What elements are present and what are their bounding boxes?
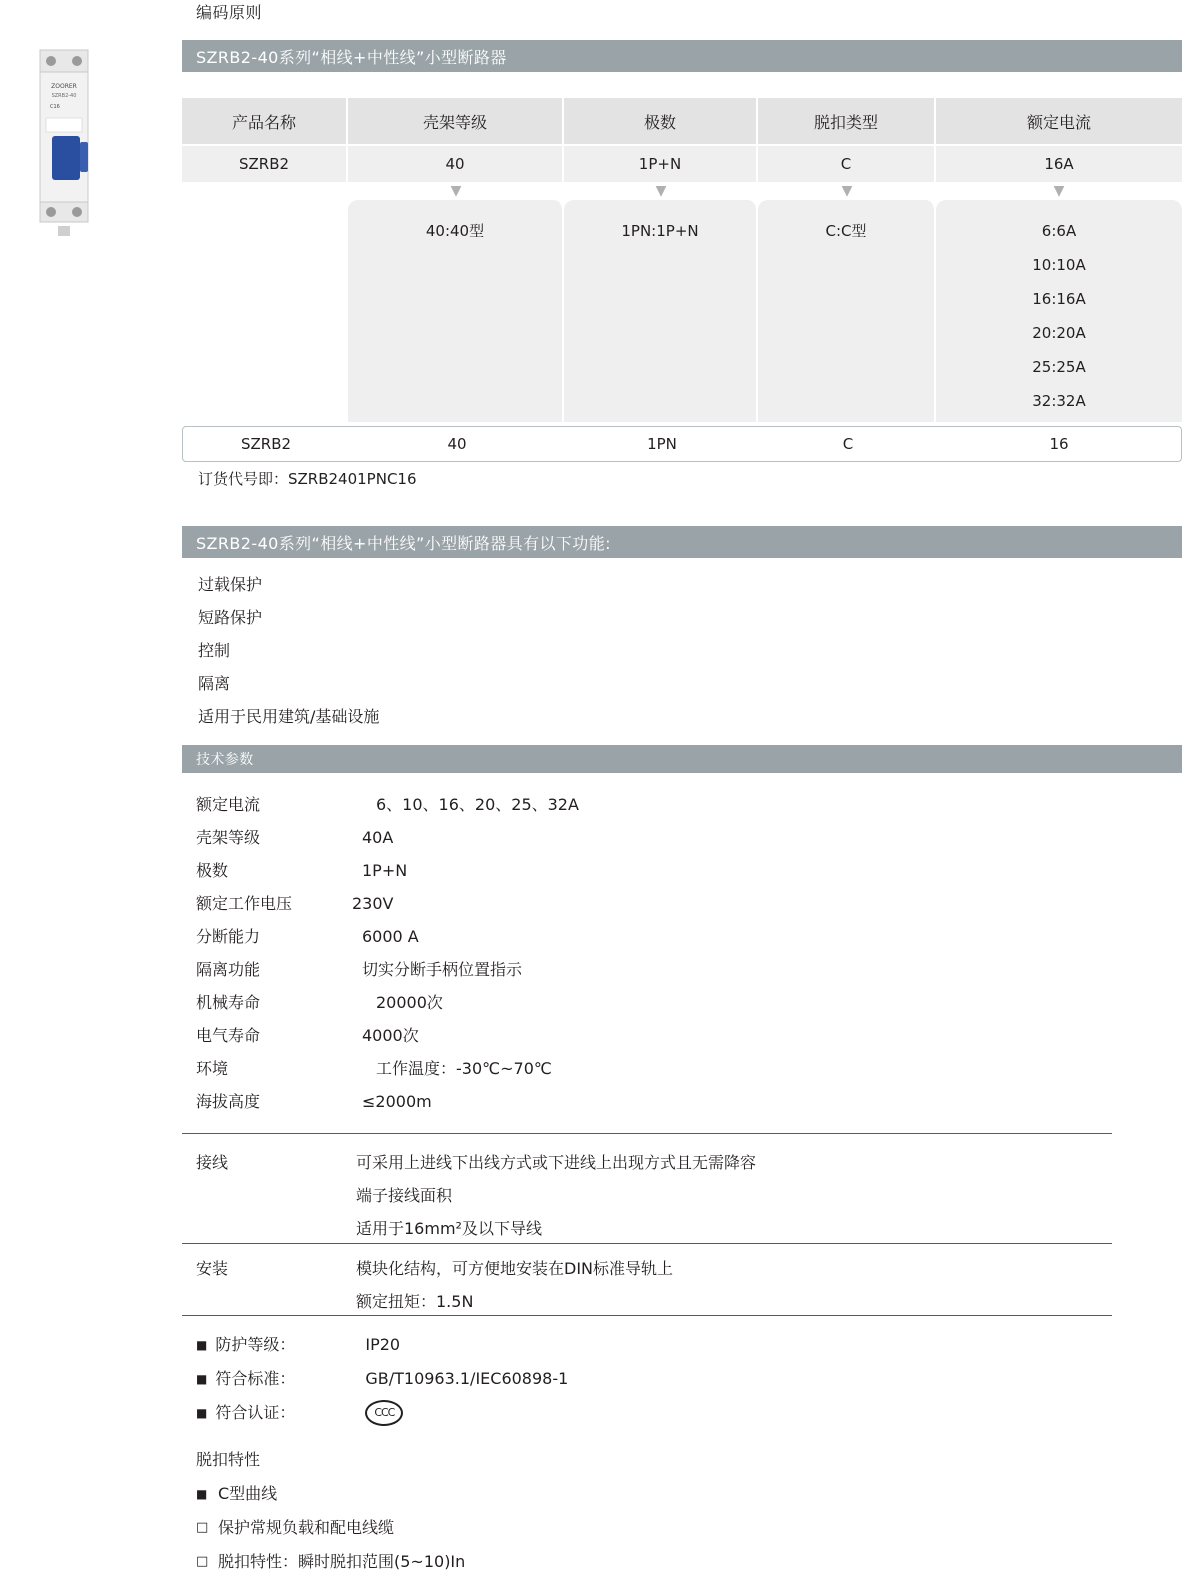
spec-row [196, 821, 1116, 854]
spec-label: 隔离功能 [196, 960, 261, 979]
code-result-frame-rating: 40 [447, 435, 467, 453]
cert-row [196, 1362, 568, 1396]
wiring-row [196, 1146, 756, 1179]
code-options-frame-rating [348, 200, 564, 422]
code-result-trip-type: C [842, 435, 854, 453]
wiring-line: 适用于16mm²及以下导线 [356, 1219, 542, 1238]
code-option: C:C型 [825, 222, 867, 240]
code-option: 16:16A [1032, 290, 1086, 308]
code-header-product-name: 产品名称 [182, 98, 348, 144]
wiring-line: 可采用上进线下出线方式或下进线上出现方式且无需降容 [356, 1153, 757, 1172]
code-value-poles: 1P+N [564, 146, 758, 182]
code-result-product-name: SZRB2 [240, 435, 292, 453]
feature-item: 短路保护 [198, 608, 263, 627]
code-header-rated-current: 额定电流 [936, 98, 1182, 144]
wiring-label: 接线 [196, 1153, 229, 1172]
install-row [196, 1285, 673, 1318]
cert-row [196, 1328, 568, 1362]
code-value-product-name: SZRB2 [182, 146, 348, 182]
spec-value: 6000 A [362, 927, 419, 946]
square-bullet-icon: ■ [196, 1406, 208, 1420]
hollow-square-bullet-icon: □ [196, 1520, 209, 1535]
install-label: 安装 [196, 1259, 229, 1278]
cert-row [196, 1396, 568, 1430]
spec-row [196, 854, 1116, 887]
code-option: 6:6A [1041, 222, 1077, 240]
code-value-rated-current: 16A [936, 146, 1182, 182]
code-options-trip-type [758, 200, 936, 422]
feature-list [198, 568, 379, 733]
cert-label: 符合认证： [215, 1403, 296, 1422]
cert-label: 符合标准： [215, 1369, 296, 1388]
wiring-row [196, 1179, 756, 1212]
spacer [196, 1212, 356, 1245]
svg-text:SZRB2-40: SZRB2-40 [51, 93, 77, 99]
install-line: 额定扭矩：1.5N [356, 1292, 474, 1311]
spec-row [196, 953, 1116, 986]
trip-item-text: 脱扣特性：瞬时脱扣范围(5~10)In [218, 1552, 466, 1571]
spec-value: 切实分断手柄位置指示 [362, 960, 523, 979]
trip-title: 脱扣特性 [196, 1450, 261, 1469]
code-option: 20:20A [1032, 324, 1086, 342]
svg-text:ZOORER: ZOORER [51, 83, 77, 90]
trip-item-text: C型曲线 [218, 1484, 278, 1503]
spec-value: 20000次 [376, 993, 443, 1012]
code-header-poles: 极数 [564, 98, 758, 144]
spec-value: 40A [362, 828, 394, 847]
spec-row [196, 1085, 1116, 1118]
square-bullet-icon: ■ [196, 1338, 208, 1352]
wiring-row [196, 1212, 756, 1245]
code-result-rated-current: 16 [1049, 435, 1069, 453]
spacer [196, 1285, 356, 1318]
wiring-block [196, 1146, 756, 1245]
ccc-mark-icon: CCC [365, 1400, 403, 1426]
spec-value: 6、10、16、20、25、32A [376, 795, 579, 814]
spec-label: 分断能力 [196, 927, 261, 946]
square-bullet-icon: ■ [196, 1487, 208, 1501]
code-option: 1PN:1P+N [621, 222, 699, 240]
spec-label: 环境 [196, 1059, 229, 1078]
order-code-text: 订货代号即：SZRB2401PNC16 [198, 470, 417, 488]
down-arrow-icon: ▼ [1053, 183, 1065, 199]
spec-label: 机械寿命 [196, 993, 261, 1012]
code-value-frame-rating: 40 [348, 146, 564, 182]
cert-label: 防护等级： [215, 1335, 296, 1354]
down-arrow-icon: ▼ [655, 183, 667, 199]
code-option: 40:40型 [425, 222, 485, 240]
square-bullet-icon: ■ [196, 1372, 208, 1386]
code-header-trip-type: 脱扣类型 [758, 98, 936, 144]
feature-item: 适用于民用建筑/基础设施 [198, 707, 380, 726]
down-arrow-icon: ▼ [450, 183, 462, 199]
code-header-frame-rating: 壳架等级 [348, 98, 564, 144]
code-value-trip-type: C [758, 146, 936, 182]
spec-row [196, 887, 1116, 920]
spec-label: 电气寿命 [196, 1026, 261, 1045]
install-line: 模块化结构，可方便地安装在DIN标准导轨上 [356, 1259, 674, 1278]
spec-label: 壳架等级 [196, 828, 261, 847]
spec-value: ≤2000m [362, 1092, 432, 1111]
down-arrow-icon: ▼ [841, 183, 853, 199]
spec-label: 极数 [196, 861, 229, 880]
banner-coding-principle: SZRB2-40系列“相线+中性线”小型断路器 [182, 40, 1182, 72]
install-block [196, 1252, 673, 1318]
install-row [196, 1252, 673, 1285]
trip-title-row [196, 1443, 465, 1477]
code-options-poles [564, 200, 758, 422]
spec-table [196, 788, 1116, 1118]
spec-label: 海拔高度 [196, 1092, 261, 1111]
spec-value: 230V [352, 894, 394, 913]
trip-item [196, 1511, 465, 1545]
spec-label: 额定电流 [196, 795, 261, 814]
certification-list [196, 1328, 568, 1430]
product-photo [22, 32, 114, 242]
spec-value: 1P+N [362, 861, 408, 880]
wiring-line: 端子接线面积 [356, 1186, 453, 1205]
spec-row [196, 788, 1116, 821]
svg-text:C16: C16 [50, 104, 60, 110]
code-options-rated-current [936, 200, 1182, 422]
spec-row [196, 1052, 1116, 1085]
divider [182, 1133, 1112, 1134]
spec-label: 额定工作电压 [196, 894, 293, 913]
code-option: 25:25A [1032, 358, 1086, 376]
feature-item: 过载保护 [198, 575, 263, 594]
spec-row [196, 920, 1116, 953]
cert-value: GB/T10963.1/IEC60898-1 [365, 1369, 569, 1388]
hollow-square-bullet-icon: □ [196, 1554, 209, 1569]
code-option: 32:32A [1032, 392, 1086, 410]
spec-row [196, 1019, 1116, 1052]
code-result-poles: 1PN [647, 435, 677, 453]
banner-tech-params: 技术参数 [182, 745, 1182, 773]
feature-item: 隔离 [198, 674, 231, 693]
code-result-row [182, 426, 1182, 462]
banner-features: SZRB2-40系列“相线+中性线”小型断路器具有以下功能: [182, 526, 1182, 558]
feature-item: 控制 [198, 641, 231, 660]
trip-item [196, 1545, 465, 1579]
spec-value: 工作温度：-30℃~70℃ [376, 1059, 552, 1078]
code-option: 10:10A [1032, 256, 1086, 274]
spec-value: 4000次 [362, 1026, 419, 1045]
spacer [196, 1179, 356, 1212]
trip-item-text: 保护常规负载和配电线缆 [218, 1518, 395, 1537]
trip-item [196, 1477, 465, 1511]
trip-characteristics [196, 1443, 465, 1579]
spec-row [196, 986, 1116, 1019]
cert-value: IP20 [365, 1335, 401, 1354]
page-title: 编码原则 [196, 3, 263, 22]
